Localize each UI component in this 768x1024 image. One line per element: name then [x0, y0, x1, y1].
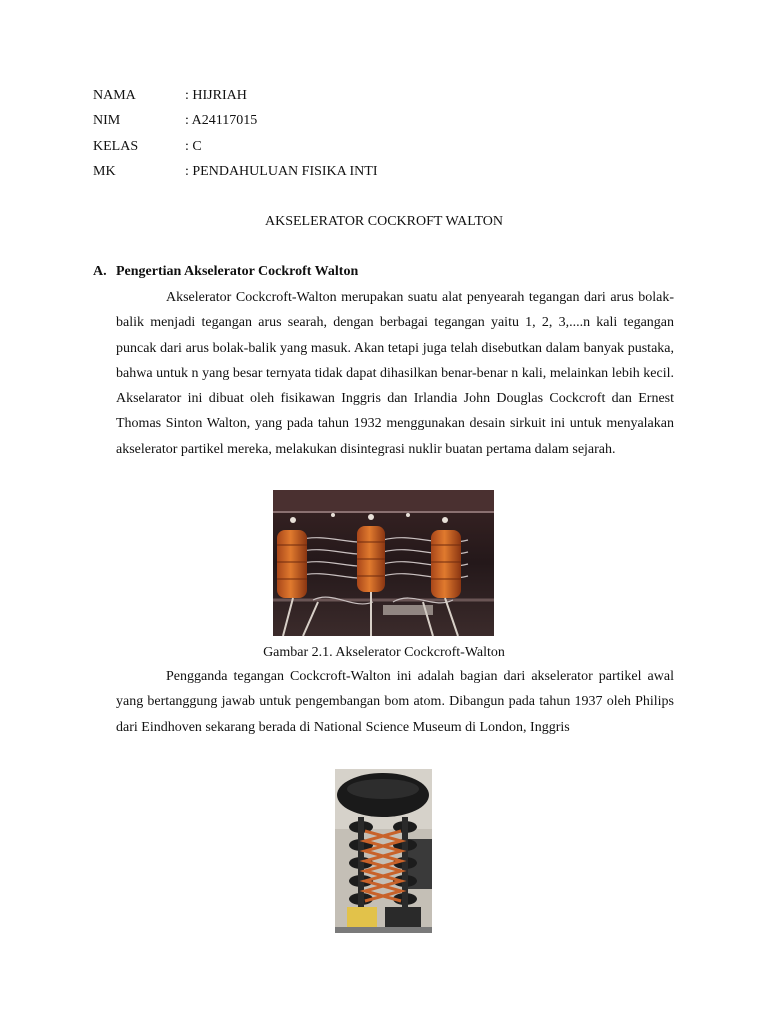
info-value: : C: [185, 138, 202, 154]
accelerator-image: [273, 490, 494, 636]
info-row-name: [93, 86, 378, 111]
info-row-class: [93, 137, 378, 162]
paragraph-text: Akselerator Cockcroft-Walton merupakan suatu alat penyearah tegangan dari arus bolak-balik menjadi tegangan arus searah, dengan berbagai tegangan yaitu 1, 2, 3,....n kali tegangan puncak dari arus bolak-balik yang masuk. Akan tetapi juga telah disebutkan dalam banyak pustaka, bahwa untuk n yang besar ternyata tidak dapat dihasilkan benar-benar n kali, melainkan lebih kecil. Akselarator ini dibuat oleh fisikawan Inggris dan Irlandia John Douglas Cockcroft dan Ernest Thomas Sinton Walton, yang pada tahun 1932 menggunakan desain sirkuit ini untuk menyalakan akselerator partikel mereka, melakukan disintegrasi nuklir buatan pertama dalam sejarah.: [116, 290, 674, 457]
info-row-nim: [93, 111, 378, 136]
info-row-course: [93, 162, 378, 187]
info-value: : A24117015: [185, 113, 258, 129]
info-key: KELAS: [93, 138, 139, 154]
figure-caption: Gambar 2.1. Akselerator Cockcroft-Walton: [263, 645, 505, 660]
info-key: NIM: [93, 113, 121, 129]
paragraph-definition: [116, 285, 674, 462]
student-info: [93, 86, 378, 187]
info-key: NAMA: [93, 88, 136, 103]
section-heading: [93, 262, 358, 282]
info-key: MK: [93, 163, 116, 179]
figure-cockcroft-walton-photo: [273, 490, 494, 636]
paragraph-text: Pengganda tegangan Cockcroft-Walton ini adalah bagian dari akselerator partikel awal yang bertanggung jawab untuk pengembangan bom atom. Dibangun pada tahun 1937 oleh Philips dari Eindhoven sekarang berada di National Science Museum di London, Inggris: [116, 669, 674, 735]
document-title: AKSELERATOR COCKROFT WALTON: [264, 214, 504, 229]
paragraph-history: [116, 664, 674, 740]
figure-philips-generator-photo: [335, 769, 432, 933]
section-number: A.: [93, 264, 107, 279]
info-value: : PENDAHULUAN FISIKA INTI: [185, 163, 378, 179]
info-value: : HIJRIAH: [185, 88, 247, 103]
section-title: Pengertian Akselerator Cockroft Walton: [116, 264, 359, 279]
generator-image: [335, 769, 432, 933]
